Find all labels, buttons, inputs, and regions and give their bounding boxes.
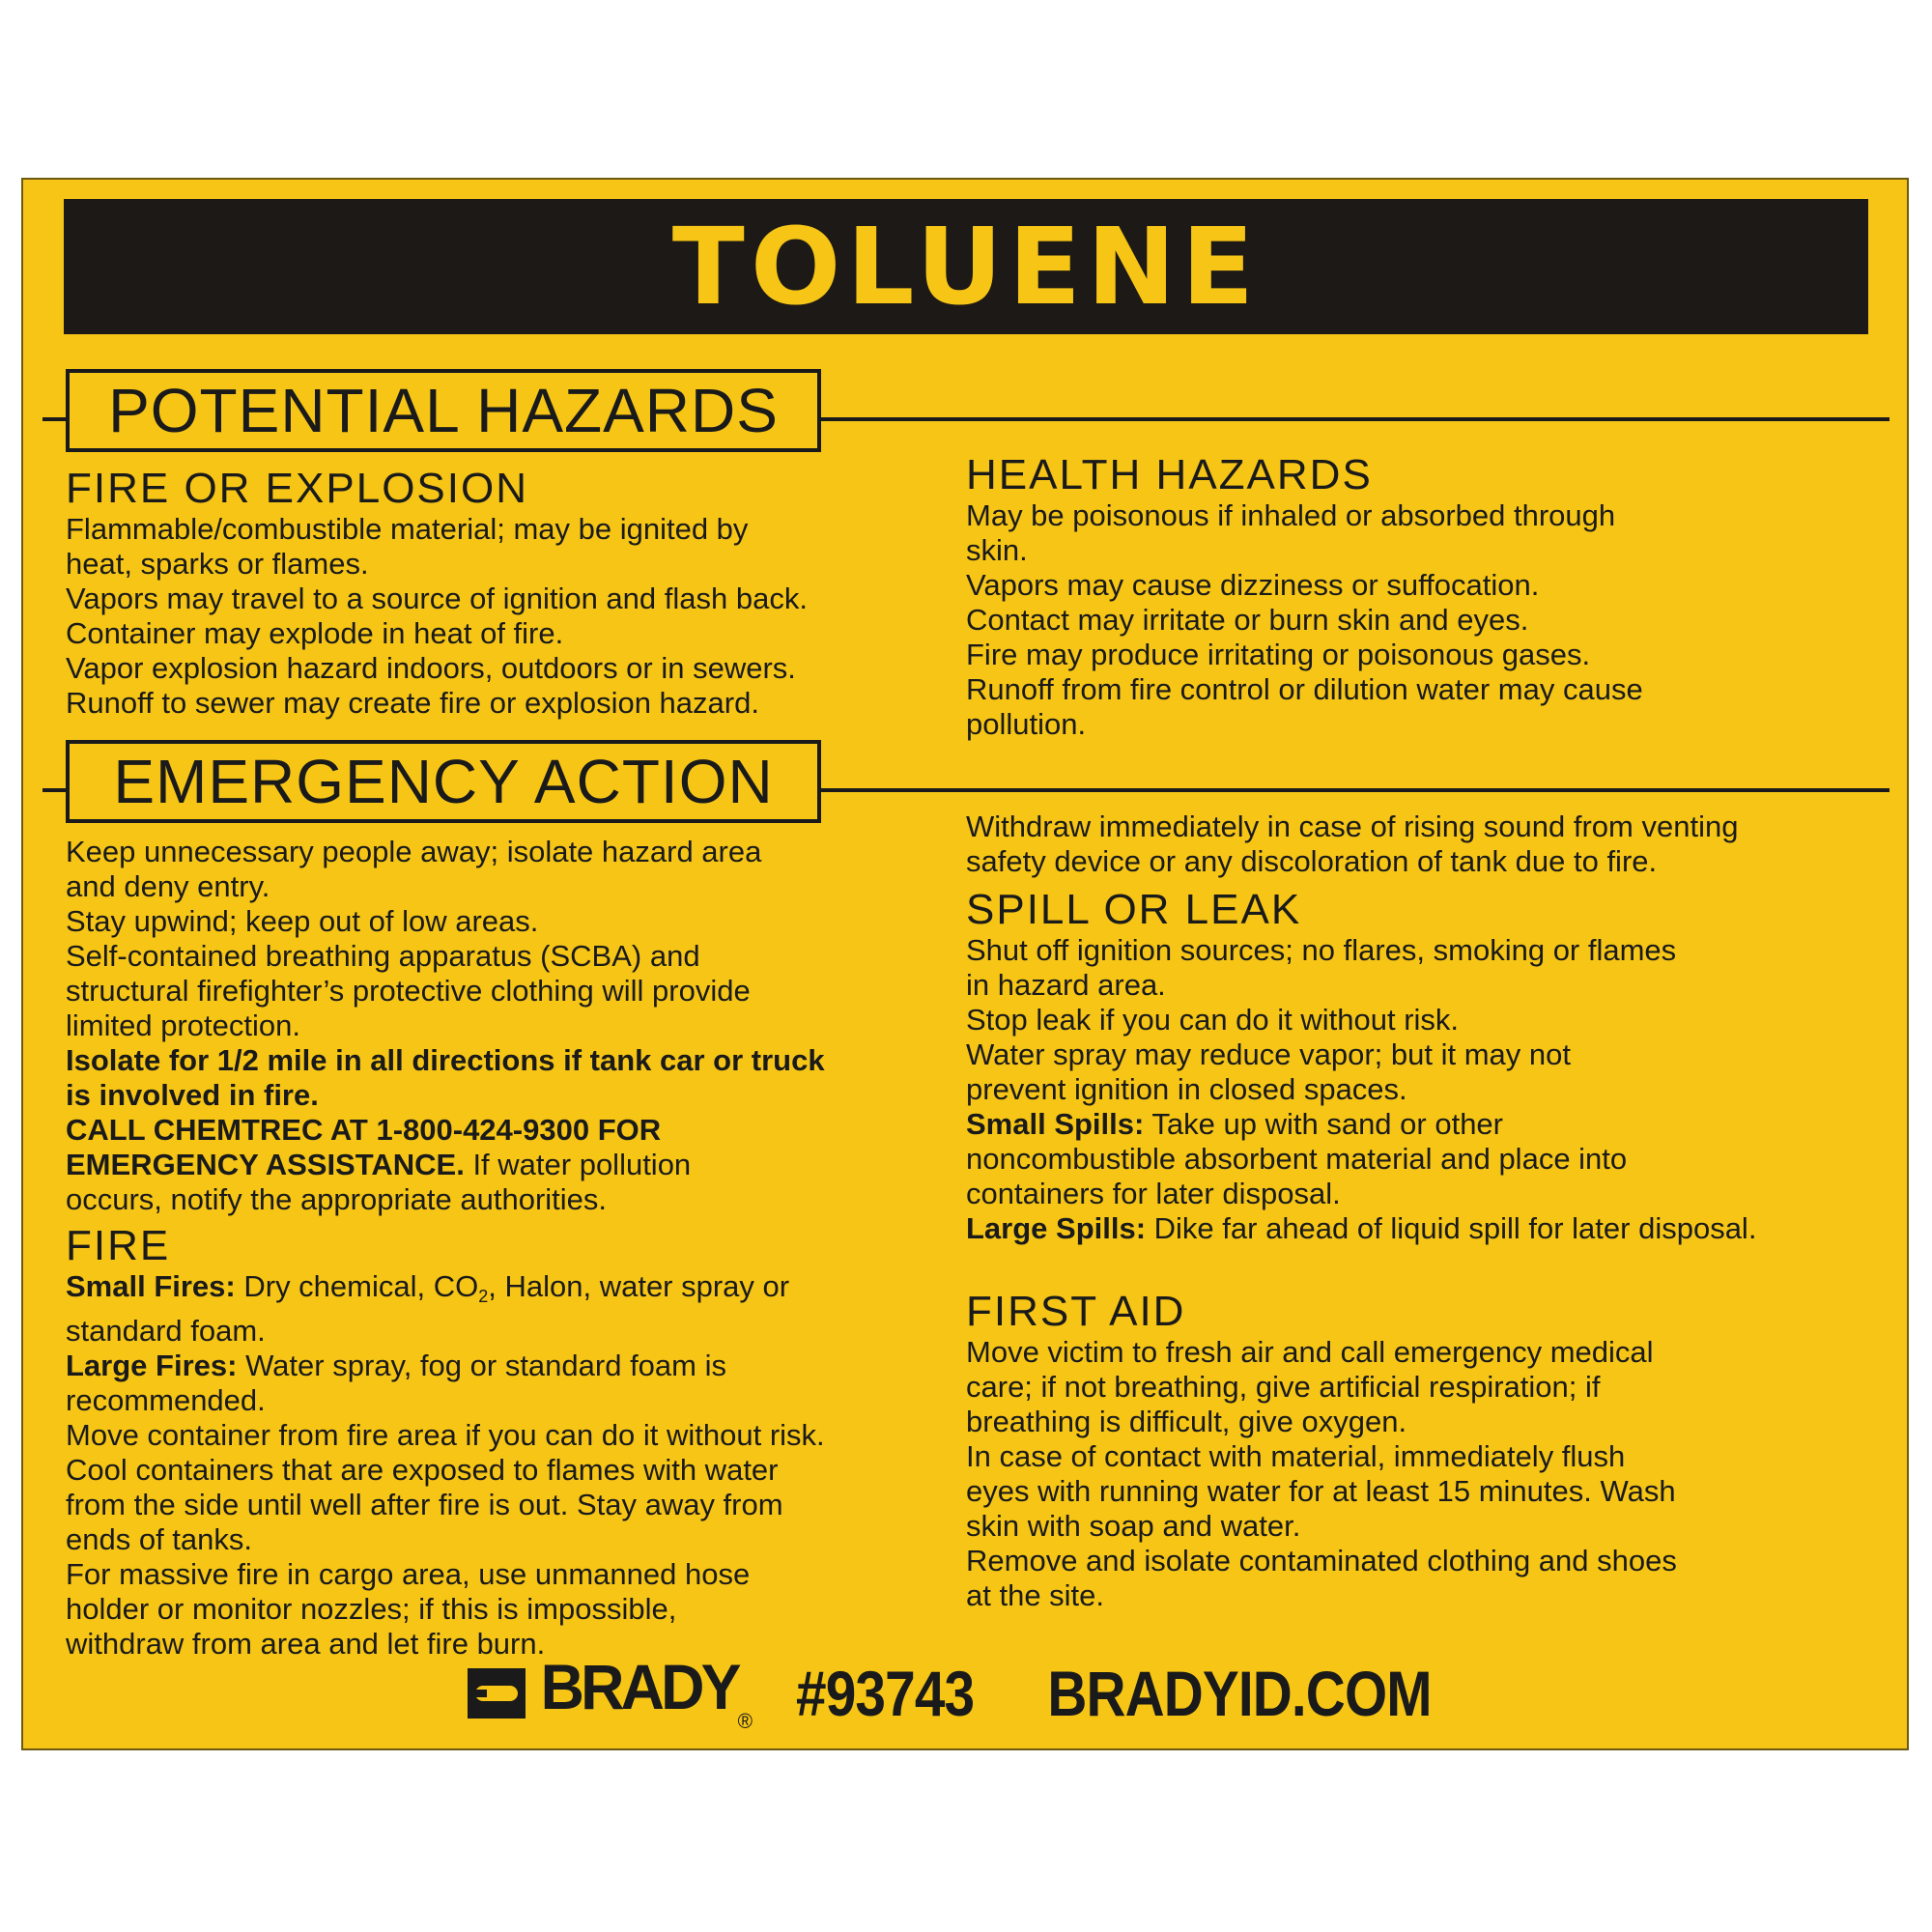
emergency-action-heading: EMERGENCY ACTION [113, 747, 774, 816]
fire-line: from the side until well after fire is out. Stay away from [66, 1488, 783, 1521]
emergency-line: Self-contained breathing apparatus (SCBA) and [66, 939, 700, 973]
small-fires-line [66, 1269, 935, 1314]
brady-name: BRADY [541, 1651, 739, 1722]
small-spills-text: Take up with sand or other [1144, 1107, 1503, 1141]
first-aid-line: at the site. [966, 1578, 1105, 1612]
spill-line: in hazard area. [966, 968, 1166, 1002]
large-spills-text: Dike far ahead of liquid spill for later disposal. [1146, 1211, 1757, 1245]
fire-explosion-line: Flammable/combustible material; may be ignited by [66, 512, 749, 546]
footer [23, 1651, 1907, 1733]
emergency-line: limited protection. [66, 1009, 300, 1042]
isolate-line: Isolate for 1/2 mile in all directions if tank car or truck [66, 1043, 825, 1077]
health-hazard-line: Fire may produce irritating or poisonous gases. [966, 638, 1591, 671]
emergency-action-header [66, 740, 821, 823]
chemical-title: TOLUENE [671, 205, 1261, 328]
emergency-action-right-block [966, 810, 1884, 1613]
small-fires-line-2: standard foam. [66, 1314, 266, 1348]
fire-or-explosion-block [66, 466, 935, 721]
emergency-action-left-block [66, 835, 935, 1662]
fire-heading: FIRE [66, 1222, 171, 1269]
small-spills-line [966, 1107, 1884, 1142]
fire-explosion-line: Vapors may travel to a source of ignition and flash back. [66, 582, 808, 615]
fire-explosion-line: Runoff to sewer may create fire or explosion hazard. [66, 686, 759, 720]
health-hazard-line: skin. [966, 533, 1028, 567]
health-hazard-line: pollution. [966, 707, 1087, 741]
fire-line: For massive fire in cargo area, use unmanned hose [66, 1557, 751, 1591]
first-aid-line: Remove and isolate contaminated clothing and shoes [966, 1544, 1677, 1577]
withdraw-line: safety device or any discoloration of tank due to fire. [966, 844, 1658, 878]
chemtrec-emergency-assistance: EMERGENCY ASSISTANCE. [66, 1148, 465, 1181]
small-fires-text-b: , Halon, water spray or [488, 1269, 790, 1303]
potential-hazards-heading: POTENTIAL HAZARDS [108, 376, 779, 445]
chemtrec-water-pollution: If water pollution [464, 1148, 692, 1181]
potential-hazards-rule-right [815, 417, 1889, 421]
first-aid-line: eyes with running water for at least 15 minutes. Wash [966, 1474, 1676, 1508]
first-aid-line: Move victim to fresh air and call emergency medical [966, 1335, 1654, 1369]
emergency-line: structural firefighter’s protective clothing will provide [66, 974, 751, 1008]
first-aid-line: care; if not breathing, give artificial respiration; if [966, 1370, 1601, 1404]
co2-subscript: 2 [478, 1287, 489, 1306]
emergency-line: Keep unnecessary people away; isolate hazard area [66, 835, 762, 868]
health-hazards-heading: HEALTH HAZARDS [966, 451, 1373, 498]
small-spills-cont: noncombustible absorbent material and place into [966, 1142, 1628, 1176]
chemtrec-line-2 [66, 1148, 935, 1182]
registered-mark: ® [738, 1709, 750, 1733]
first-aid-line: breathing is difficult, give oxygen. [966, 1405, 1407, 1438]
emergency-line: and deny entry. [66, 869, 270, 903]
chemtrec-authorities-line: occurs, notify the appropriate authorities. [66, 1182, 608, 1216]
title-bar [64, 199, 1868, 334]
fire-or-explosion-heading: FIRE OR EXPLOSION [66, 465, 528, 512]
emergency-line: Stay upwind; keep out of low areas. [66, 904, 539, 938]
health-hazard-line: Vapors may cause dizziness or suffocation. [966, 568, 1540, 602]
fire-explosion-line: Container may explode in heat of fire. [66, 616, 564, 650]
large-fires-label: Large Fires: [66, 1349, 238, 1382]
isolate-line: is involved in fire. [66, 1078, 319, 1112]
potential-hazards-header [66, 369, 821, 452]
brady-brand [468, 1651, 754, 1733]
large-spills-label: Large Spills: [966, 1211, 1147, 1245]
health-hazard-line: May be poisonous if inhaled or absorbed through [966, 498, 1616, 532]
small-spills-label: Small Spills: [966, 1107, 1145, 1141]
spill-line: prevent ignition in closed spaces. [966, 1072, 1407, 1106]
withdraw-line: Withdraw immediately in case of rising sound from venting [966, 810, 1739, 843]
small-fires-text-a: Dry chemical, CO [235, 1269, 479, 1303]
brady-logo-icon [468, 1668, 526, 1719]
fire-explosion-line: Vapor explosion hazard indoors, outdoors or in sewers. [66, 651, 796, 685]
spill-line: Stop leak if you can do it without risk. [966, 1003, 1460, 1037]
part-number: #93743 [796, 1658, 975, 1729]
emergency-action-rule-right [815, 788, 1889, 792]
first-aid-line: skin with soap and water. [966, 1509, 1301, 1543]
large-fires-line [66, 1349, 935, 1383]
fire-explosion-line: heat, sparks or flames. [66, 547, 369, 581]
first-aid-heading: FIRST AID [966, 1288, 1186, 1335]
health-hazards-block [966, 452, 1884, 742]
large-fires-line-2: recommended. [66, 1383, 266, 1417]
first-aid-line: In case of contact with material, immediately flush [966, 1439, 1626, 1473]
large-spills-line [966, 1211, 1884, 1246]
spill-or-leak-heading: SPILL OR LEAK [966, 886, 1302, 933]
spill-line: Water spray may reduce vapor; but it may not [966, 1037, 1571, 1071]
fire-line: ends of tanks. [66, 1522, 253, 1556]
fire-line: withdraw from area and let fire burn. [66, 1627, 546, 1661]
website: BRADYID.COM [1046, 1658, 1432, 1729]
fire-line: Cool containers that are exposed to flames with water [66, 1453, 779, 1487]
chemtrec-line: CALL CHEMTREC AT 1-800-424-9300 FOR [66, 1113, 662, 1147]
small-fires-label: Small Fires: [66, 1269, 236, 1303]
health-hazard-line: Runoff from fire control or dilution water may cause [966, 672, 1643, 706]
brady-wordmark [541, 1651, 750, 1733]
small-spills-cont: containers for later disposal. [966, 1177, 1341, 1210]
large-fires-text: Water spray, fog or standard foam is [237, 1349, 726, 1382]
fire-line: Move container from fire area if you can do it without risk. [66, 1418, 825, 1452]
spill-line: Shut off ignition sources; no flares, smoking or flames [966, 933, 1677, 967]
safety-label [21, 178, 1909, 1750]
health-hazard-line: Contact may irritate or burn skin and eyes. [966, 603, 1529, 637]
fire-line: holder or monitor nozzles; if this is impossible, [66, 1592, 677, 1626]
